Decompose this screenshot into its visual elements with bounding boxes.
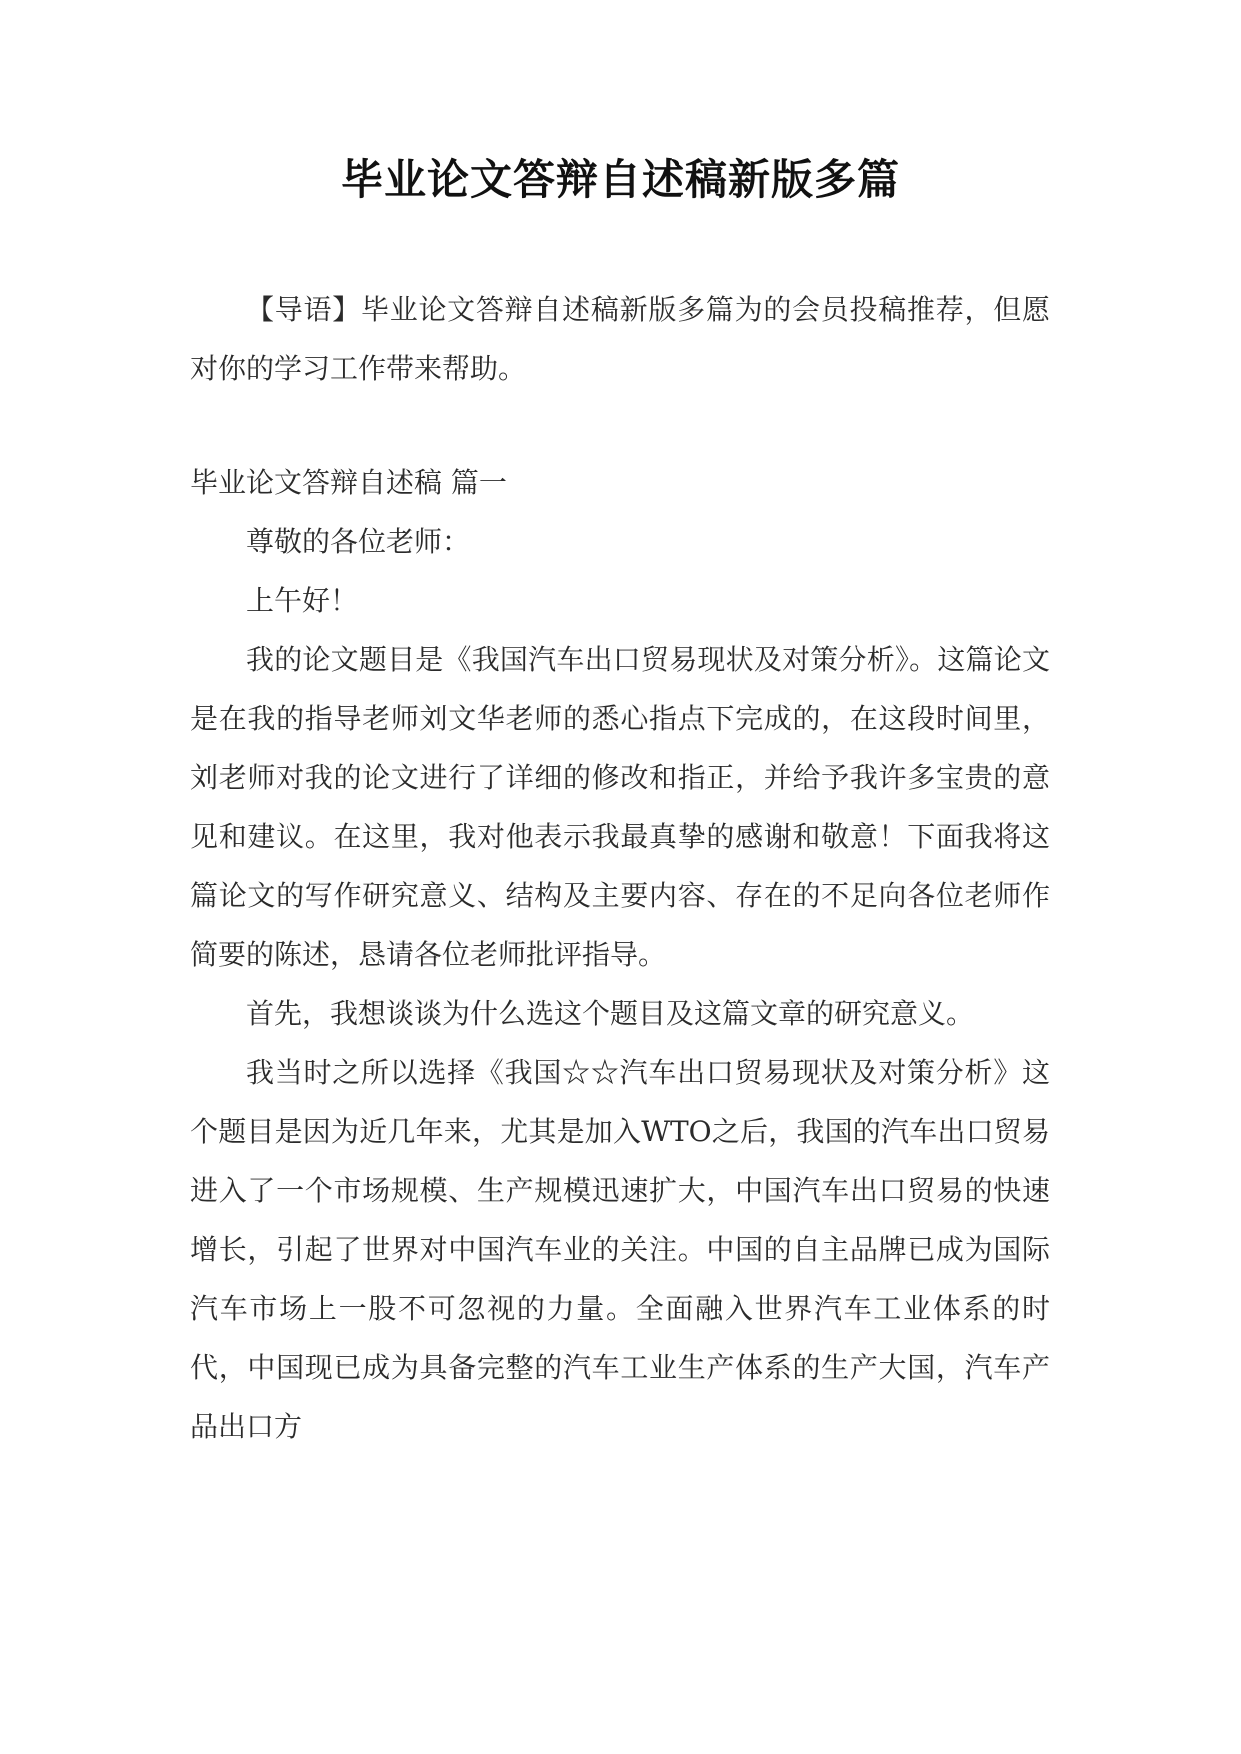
greeting-paragraph: 上午好！: [246, 584, 359, 617]
body-paragraph: 我当时之所以选择《我国☆☆汽车出口贸易现状及对策分析》这个题目是因为近几年来，尤其是加入WTO之后，我国的汽车出口贸易进入了一个市场规模、生产规模迅速扩大，中国汽车出口贸易的快速增长，引起了世界对中国汽车业的关注。中国的自主品牌已成为国际汽车市场上一股不可忽视的力量。全面融入世界汽车工业体系的时代，中国现已成为具备完整的汽车工业生产体系的生产大国，汽车产品出口方: [190, 1056, 1050, 1443]
body-paragraph: 我的论文题目是《我国汽车出口贸易现状及对策分析》。这篇论文是在我的指导老师刘文华老师的悉心指点下完成的，在这段时间里，刘老师对我的论文进行了详细的修改和指正，并给予我许多宝贵的意见和建议。在这里，我对他表示我最真挚的感谢和敬意！下面我将这篇论文的写作研究意义、结构及主要内容、存在的不足向各位老师作简要的陈述，恳请各位老师批评指导。: [190, 643, 1050, 971]
body-paragraph: 首先，我想谈谈为什么选这个题目及这篇文章的研究意义。: [246, 997, 975, 1030]
salutation-paragraph: 尊敬的各位老师：: [246, 525, 471, 558]
document-title: 毕业论文答辩自述稿新版多篇: [340, 155, 900, 204]
document-body: [190, 280, 1050, 1456]
section-heading: 毕业论文答辩自述稿 篇一: [190, 466, 507, 499]
intro-paragraph: 【导语】毕业论文答辩自述稿新版多篇为的会员投稿推荐，但愿对你的学习工作带来帮助。: [190, 293, 1050, 385]
